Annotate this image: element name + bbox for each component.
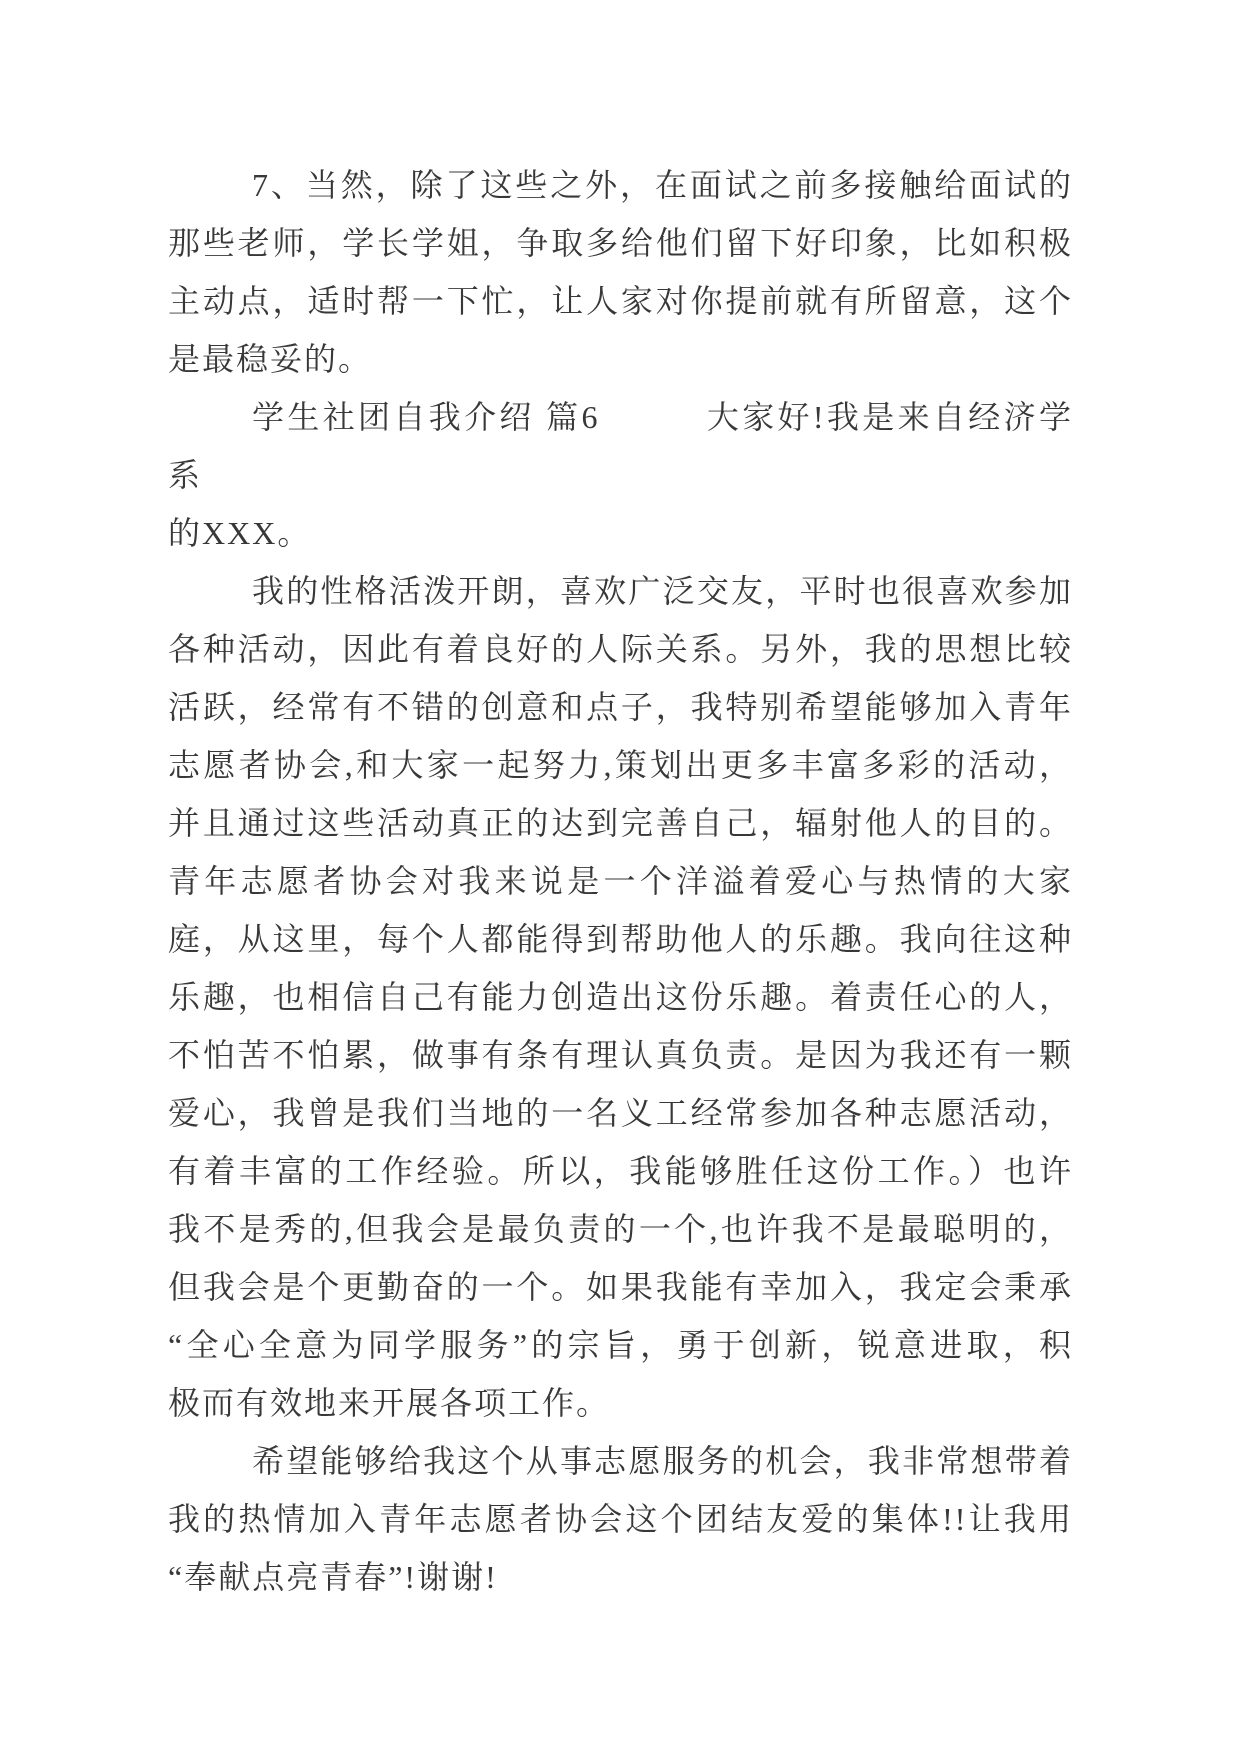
text-line: 是最稳妥的。: [168, 341, 373, 377]
text-line: 并且通过这些活动真正的达到完善自己，辐射他人的目的。: [168, 805, 1073, 841]
text-line: 青年志愿者协会对我来说是一个洋溢着爱心与热情的大家: [168, 863, 1073, 899]
text-line: 7、当然，除了这些之外，在面试之前多接触给面试的: [252, 167, 1073, 203]
text-line: 我不是秀的,但我会是最负责的一个,也许我不是最聪明的，: [168, 1211, 1073, 1247]
text-line: 活跃，经常有不错的创意和点子，我特别希望能够加入青年: [168, 689, 1073, 725]
text-line: 爱心，我曾是我们当地的一名义工经常参加各种志愿活动，: [168, 1095, 1073, 1131]
document-body: [168, 156, 1073, 1606]
text-line: 乐趣，也相信自己有能力创造出这份乐趣。着责任心的人，: [168, 979, 1073, 1015]
text-line: “奉献点亮青春”!谢谢!: [168, 1559, 498, 1595]
text-line: 那些老师，学长学姐，争取多给他们留下好印象，比如积极: [168, 225, 1073, 261]
text-line: 庭，从这里，每个人都能得到帮助他人的乐趣。我向往这种: [168, 921, 1073, 957]
text-line: 我的热情加入青年志愿者协会这个团结友爱的集体!!让我用: [168, 1501, 1073, 1537]
text-line: “全心全意为同学服务”的宗旨，勇于创新，锐意进取，积: [168, 1327, 1073, 1363]
text-line: 学生社团自我介绍 篇6 大家好!我是来自经济学系: [168, 399, 1073, 493]
text-line: 有着丰富的工作经验。所以，我能够胜任这份工作。）也许: [168, 1153, 1073, 1189]
text-line: 各种活动，因此有着良好的人际关系。另外，我的思想比较: [168, 631, 1073, 667]
text-line: 主动点，适时帮一下忙，让人家对你提前就有所留意，这个: [168, 283, 1073, 319]
text-line: 极而有效地来开展各项工作。: [168, 1385, 611, 1421]
text-line: 希望能够给我这个从事志愿服务的机会，我非常想带着: [252, 1443, 1073, 1479]
text-line: 但我会是个更勤奋的一个。如果我能有幸加入，我定会秉承: [168, 1269, 1073, 1305]
text-line: 的XXX。: [168, 515, 312, 551]
text-line: 志愿者协会,和大家一起努力,策划出更多丰富多彩的活动，: [168, 747, 1073, 783]
text-line: 我的性格活泼开朗，喜欢广泛交友，平时也很喜欢参加: [252, 573, 1073, 609]
text-line: 不怕苦不怕累，做事有条有理认真负责。是因为我还有一颗: [168, 1037, 1073, 1073]
